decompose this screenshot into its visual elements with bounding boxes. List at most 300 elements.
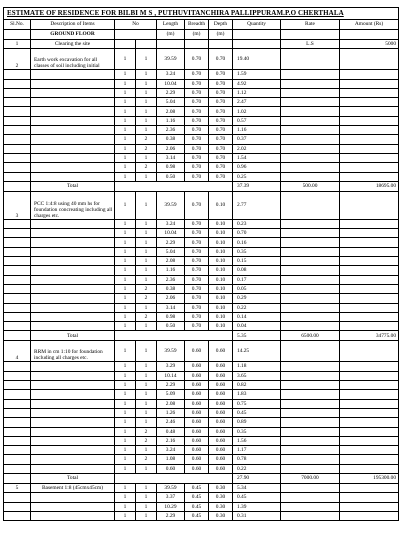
- cell-count-a: 1: [115, 172, 136, 181]
- cell-count-b: 1: [136, 191, 157, 219]
- cell-quantity: 0.29: [233, 294, 281, 303]
- measurement-row: [4, 88, 399, 97]
- cell-quantity: 0.70: [233, 229, 281, 238]
- cell-depth: 0.70: [209, 144, 233, 153]
- cell-depth: 0.10: [209, 266, 233, 275]
- cell-depth: 0.60: [209, 446, 233, 455]
- estimate-table-body: [4, 8, 399, 521]
- measurement-row: [4, 126, 399, 135]
- empty-cell: [340, 427, 399, 436]
- empty-cell: [4, 511, 31, 520]
- empty-cell: [340, 399, 399, 408]
- measurement-row: [4, 418, 399, 427]
- cell-count-a: 1: [115, 371, 136, 380]
- empty-cell: [31, 464, 115, 473]
- cell-quantity: 4.92: [233, 79, 281, 88]
- title-row: [4, 8, 399, 20]
- empty-cell: [31, 427, 115, 436]
- cell-count-a: 1: [115, 362, 136, 371]
- cell-count-a: 1: [115, 502, 136, 511]
- empty-cell: [31, 408, 115, 417]
- cell-breadth: 0.60: [185, 371, 209, 380]
- cell-length: 2.36: [157, 275, 185, 284]
- empty-cell: [4, 381, 31, 390]
- cell-breadth: 0.60: [185, 399, 209, 408]
- cell-length: 0.50: [157, 172, 185, 181]
- cell-quantity: 0.45: [233, 493, 281, 502]
- total-rate: 7000.00: [281, 473, 340, 483]
- cell-count-a: 1: [115, 436, 136, 445]
- empty-cell: [4, 144, 31, 153]
- cell-depth: 0.70: [209, 163, 233, 172]
- empty-cell: [281, 107, 340, 116]
- cell-count-a: 1: [115, 49, 136, 70]
- cell-depth: 0.10: [209, 247, 233, 256]
- cell-breadth: 0.70: [185, 266, 209, 275]
- empty-cell: [340, 191, 399, 219]
- cell-count-b: 2: [136, 312, 157, 321]
- cell-count-b: 1: [136, 116, 157, 125]
- cell-length: 2.08: [157, 257, 185, 266]
- empty-cell: [31, 418, 115, 427]
- empty-cell: [4, 229, 31, 238]
- item-description: Earth work excavation for all classes of soil including initial: [31, 49, 115, 70]
- cell-length: 2.08: [157, 399, 185, 408]
- empty-cell: [4, 172, 31, 181]
- cell-breadth: 0.70: [185, 312, 209, 321]
- empty-cell: [340, 247, 399, 256]
- empty-cell: [157, 40, 185, 49]
- cell-breadth: 0.60: [185, 408, 209, 417]
- cell-breadth: 0.45: [185, 493, 209, 502]
- item-number: 4: [4, 341, 31, 362]
- cell-length: 1.16: [157, 116, 185, 125]
- measurement-row: [4, 371, 399, 380]
- cell-quantity: 0.82: [233, 381, 281, 390]
- total-quantity: 37.39: [233, 181, 281, 191]
- cell-depth: 0.10: [209, 275, 233, 284]
- cell-quantity: 0.89: [233, 418, 281, 427]
- measurement-row: [4, 408, 399, 417]
- measurement-row: [4, 135, 399, 144]
- empty-cell: [31, 436, 115, 445]
- cell-depth: 0.70: [209, 70, 233, 79]
- empty-cell: [4, 390, 31, 399]
- empty-cell: [281, 135, 340, 144]
- measurement-row: [4, 70, 399, 79]
- cell-length: 5.04: [157, 98, 185, 107]
- measurement-row: [4, 464, 399, 473]
- cell-count-b: 1: [136, 371, 157, 380]
- empty-cell: [233, 40, 281, 49]
- cell-count-a: 1: [115, 98, 136, 107]
- empty-cell: [340, 390, 399, 399]
- empty-cell: [31, 303, 115, 312]
- cell-count-a: 1: [115, 511, 136, 520]
- cell-depth: 0.30: [209, 483, 233, 492]
- empty-cell: [340, 436, 399, 445]
- header-depth: Depth: [209, 20, 233, 30]
- cell-length: 2.29: [157, 381, 185, 390]
- empty-cell: [340, 144, 399, 153]
- cell-length: 0.38: [157, 284, 185, 293]
- cell-depth: 0.60: [209, 408, 233, 417]
- cell-breadth: 0.60: [185, 390, 209, 399]
- cell-count-a: 1: [115, 88, 136, 97]
- measurement-row: [4, 275, 399, 284]
- empty-cell: [340, 275, 399, 284]
- empty-cell: [4, 275, 31, 284]
- empty-cell: [340, 455, 399, 464]
- cell-count-b: 1: [136, 88, 157, 97]
- cell-length: 1.26: [157, 408, 185, 417]
- empty-cell: [31, 257, 115, 266]
- empty-cell: [340, 408, 399, 417]
- measurement-row: [4, 116, 399, 125]
- item-number: 1: [4, 40, 31, 49]
- empty-cell: [340, 135, 399, 144]
- cell-length: 1.16: [157, 266, 185, 275]
- cell-quantity: 1.83: [233, 390, 281, 399]
- cell-depth: 0.70: [209, 116, 233, 125]
- empty-cell: [4, 418, 31, 427]
- empty-cell: [340, 116, 399, 125]
- empty-cell: [281, 455, 340, 464]
- total-label: Total: [31, 181, 115, 191]
- measurement-row: [4, 284, 399, 293]
- measurement-row: [4, 381, 399, 390]
- empty-cell: [281, 418, 340, 427]
- cell-length: 10.04: [157, 229, 185, 238]
- measurement-row: [4, 511, 399, 520]
- ground-floor-label: GROUND FLOOR: [31, 30, 115, 40]
- cell-depth: 0.60: [209, 390, 233, 399]
- empty-cell: [136, 40, 157, 49]
- cell-length: 3.24: [157, 446, 185, 455]
- empty-cell: [340, 312, 399, 321]
- cell-count-b: 1: [136, 341, 157, 362]
- empty-cell: [281, 341, 340, 362]
- cell-depth: 0.30: [209, 511, 233, 520]
- cell-quantity: 2.02: [233, 144, 281, 153]
- measurement-row: [4, 191, 399, 219]
- cell-count-b: 1: [136, 238, 157, 247]
- cell-quantity: 1.18: [233, 362, 281, 371]
- empty-cell: [340, 483, 399, 492]
- empty-cell: [31, 172, 115, 181]
- empty-cell: [340, 303, 399, 312]
- empty-cell: [31, 219, 115, 228]
- cell-count-b: 1: [136, 153, 157, 162]
- empty-cell: [281, 502, 340, 511]
- cell-breadth: 0.70: [185, 172, 209, 181]
- cell-breadth: 0.70: [185, 229, 209, 238]
- empty-cell: [340, 70, 399, 79]
- cell-quantity: 0.78: [233, 455, 281, 464]
- empty-cell: [4, 70, 31, 79]
- measurement-row: [4, 49, 399, 70]
- empty-cell: [4, 294, 31, 303]
- empty-cell: [4, 247, 31, 256]
- empty-cell: [4, 502, 31, 511]
- cell-breadth: 0.70: [185, 88, 209, 97]
- cell-count-a: 1: [115, 70, 136, 79]
- cell-length: 10.04: [157, 79, 185, 88]
- cell-breadth: 0.70: [185, 70, 209, 79]
- measurement-row: [4, 446, 399, 455]
- empty-cell: [115, 40, 136, 49]
- empty-cell: [340, 418, 399, 427]
- empty-cell: [31, 135, 115, 144]
- empty-cell: [340, 88, 399, 97]
- header-slno: Sl.No.: [4, 20, 31, 30]
- empty-cell: [31, 294, 115, 303]
- cell-breadth: 0.70: [185, 49, 209, 70]
- cell-count-b: 1: [136, 98, 157, 107]
- cell-breadth: 0.70: [185, 135, 209, 144]
- empty-cell: [31, 229, 115, 238]
- header-no: No: [115, 20, 157, 30]
- empty-cell: [281, 30, 340, 40]
- cell-depth: 0.10: [209, 229, 233, 238]
- cell-length: 2.46: [157, 418, 185, 427]
- empty-cell: [31, 266, 115, 275]
- cell-length: 1.08: [157, 455, 185, 464]
- empty-cell: [31, 390, 115, 399]
- cell-breadth: 0.45: [185, 502, 209, 511]
- item-description: Basement 1:8 (45cmx45cm): [31, 483, 115, 492]
- cell-breadth: 0.60: [185, 362, 209, 371]
- cell-count-b: 1: [136, 107, 157, 116]
- empty-cell: [31, 322, 115, 331]
- cell-breadth: 0.70: [185, 153, 209, 162]
- cell-depth: 0.60: [209, 341, 233, 362]
- cell-count-a: 1: [115, 79, 136, 88]
- measurement-row: [4, 362, 399, 371]
- empty-cell: [281, 144, 340, 153]
- item-number: 3: [4, 191, 31, 219]
- empty-cell: [115, 181, 233, 191]
- empty-cell: [340, 294, 399, 303]
- empty-cell: [31, 511, 115, 520]
- cell-count-b: 2: [136, 284, 157, 293]
- total-label: Total: [31, 331, 115, 341]
- header-rate: Rate: [281, 20, 340, 30]
- empty-cell: [281, 172, 340, 181]
- cell-breadth: 0.45: [185, 483, 209, 492]
- cell-count-a: 1: [115, 312, 136, 321]
- cell-breadth: 0.45: [185, 511, 209, 520]
- cell-count-b: 2: [136, 163, 157, 172]
- cell-length: 3.14: [157, 303, 185, 312]
- measurement-row: [4, 427, 399, 436]
- cell-breadth: 0.70: [185, 257, 209, 266]
- empty-cell: [4, 322, 31, 331]
- header-row: [4, 20, 399, 30]
- measurement-row: [4, 390, 399, 399]
- cell-quantity: 1.16: [233, 126, 281, 135]
- total-amount: 18695.00: [340, 181, 399, 191]
- empty-cell: [4, 238, 31, 247]
- cell-count-b: 1: [136, 275, 157, 284]
- cell-quantity: 0.31: [233, 511, 281, 520]
- empty-cell: [31, 238, 115, 247]
- measurement-row: [4, 294, 399, 303]
- cell-count-a: 1: [115, 427, 136, 436]
- cell-count-b: 1: [136, 303, 157, 312]
- empty-cell: [281, 49, 340, 70]
- empty-cell: [185, 40, 209, 49]
- cell-depth: 0.10: [209, 238, 233, 247]
- measurement-row: [4, 172, 399, 181]
- cell-count-a: 1: [115, 135, 136, 144]
- cell-length: 3.29: [157, 362, 185, 371]
- empty-cell: [115, 473, 233, 483]
- empty-cell: [281, 116, 340, 125]
- cell-quantity: 0.15: [233, 257, 281, 266]
- empty-cell: [31, 362, 115, 371]
- empty-cell: [281, 322, 340, 331]
- measurement-row: [4, 303, 399, 312]
- item-number: 2: [4, 49, 31, 70]
- empty-cell: [281, 79, 340, 88]
- empty-cell: [4, 284, 31, 293]
- cell-depth: 0.10: [209, 294, 233, 303]
- cell-length: 3.24: [157, 219, 185, 228]
- cell-breadth: 0.70: [185, 144, 209, 153]
- cell-count-a: 1: [115, 144, 136, 153]
- empty-cell: [340, 153, 399, 162]
- cell-count-a: 1: [115, 418, 136, 427]
- empty-cell: [340, 362, 399, 371]
- measurement-row: [4, 163, 399, 172]
- cell-length: 3.37: [157, 493, 185, 502]
- total-row: [4, 331, 399, 341]
- cell-quantity: 1.02: [233, 107, 281, 116]
- measurement-row: [4, 98, 399, 107]
- empty-cell: [4, 257, 31, 266]
- cell-quantity: 1.12: [233, 88, 281, 97]
- empty-cell: [281, 399, 340, 408]
- cell-count-b: 1: [136, 266, 157, 275]
- item-description: PCC 1:4:8 using 40 mm hs for foundation concreating including all charges etc.: [31, 191, 115, 219]
- measurement-row: [4, 322, 399, 331]
- empty-cell: [340, 163, 399, 172]
- header-length: Length: [157, 20, 185, 30]
- empty-cell: [281, 247, 340, 256]
- empty-cell: [281, 371, 340, 380]
- measurement-row: [4, 455, 399, 464]
- total-quantity: 27.90: [233, 473, 281, 483]
- header-description: Description of Items: [31, 20, 115, 30]
- empty-cell: [281, 427, 340, 436]
- cell-depth: 0.60: [209, 371, 233, 380]
- empty-cell: [31, 144, 115, 153]
- cell-breadth: 0.70: [185, 275, 209, 284]
- empty-cell: [31, 399, 115, 408]
- empty-cell: [31, 153, 115, 162]
- cell-count-b: 2: [136, 436, 157, 445]
- cell-breadth: 0.60: [185, 418, 209, 427]
- cell-breadth: 0.70: [185, 322, 209, 331]
- cell-quantity: 0.45: [233, 408, 281, 417]
- cell-count-a: 1: [115, 408, 136, 417]
- empty-cell: [340, 493, 399, 502]
- empty-cell: [4, 303, 31, 312]
- empty-cell: [281, 464, 340, 473]
- cell-breadth: 0.60: [185, 446, 209, 455]
- cell-count-a: 1: [115, 493, 136, 502]
- empty-cell: [4, 362, 31, 371]
- empty-cell: [31, 446, 115, 455]
- cell-quantity: 0.22: [233, 464, 281, 473]
- cell-breadth: 0.70: [185, 126, 209, 135]
- empty-cell: [4, 153, 31, 162]
- cell-count-b: 1: [136, 418, 157, 427]
- measurement-row: [4, 257, 399, 266]
- measurement-row: [4, 341, 399, 362]
- total-row: [4, 473, 399, 483]
- empty-cell: [4, 79, 31, 88]
- cell-depth: 0.60: [209, 418, 233, 427]
- cell-quantity: 1.59: [233, 70, 281, 79]
- total-rate: 500.00: [281, 181, 340, 191]
- cell-count-a: 1: [115, 464, 136, 473]
- empty-cell: [281, 229, 340, 238]
- cell-depth: 0.10: [209, 191, 233, 219]
- cell-count-b: 2: [136, 144, 157, 153]
- cell-count-a: 1: [115, 294, 136, 303]
- empty-cell: [340, 341, 399, 362]
- cell-breadth: 0.70: [185, 238, 209, 247]
- cell-quantity: 0.75: [233, 399, 281, 408]
- total-label: Total: [31, 473, 115, 483]
- empty-cell: [4, 88, 31, 97]
- empty-cell: [340, 322, 399, 331]
- cell-depth: 0.30: [209, 493, 233, 502]
- measurement-row: [4, 153, 399, 162]
- cell-depth: 0.70: [209, 172, 233, 181]
- item-number: 5: [4, 483, 31, 492]
- cell-length: 10.14: [157, 371, 185, 380]
- empty-cell: [340, 30, 399, 40]
- empty-cell: [31, 275, 115, 284]
- cell-length: 2.29: [157, 238, 185, 247]
- cell-count-b: 1: [136, 464, 157, 473]
- cell-breadth: 0.70: [185, 191, 209, 219]
- empty-cell: [4, 331, 31, 341]
- measurement-row: [4, 247, 399, 256]
- total-rate: 6500.00: [281, 331, 340, 341]
- measurement-row: [4, 493, 399, 502]
- cell-depth: 0.10: [209, 322, 233, 331]
- cell-length: 2.36: [157, 126, 185, 135]
- cell-quantity: 2.47: [233, 98, 281, 107]
- cell-length: 3.24: [157, 70, 185, 79]
- empty-cell: [281, 483, 340, 492]
- measurement-row: [4, 399, 399, 408]
- empty-cell: [4, 135, 31, 144]
- empty-cell: [4, 312, 31, 321]
- breadth-unit: (m): [185, 30, 209, 40]
- cell-depth: 0.60: [209, 455, 233, 464]
- cell-count-b: 1: [136, 511, 157, 520]
- empty-cell: [4, 455, 31, 464]
- cell-depth: 0.70: [209, 49, 233, 70]
- empty-cell: [4, 116, 31, 125]
- empty-cell: [281, 266, 340, 275]
- cell-length: 2.06: [157, 294, 185, 303]
